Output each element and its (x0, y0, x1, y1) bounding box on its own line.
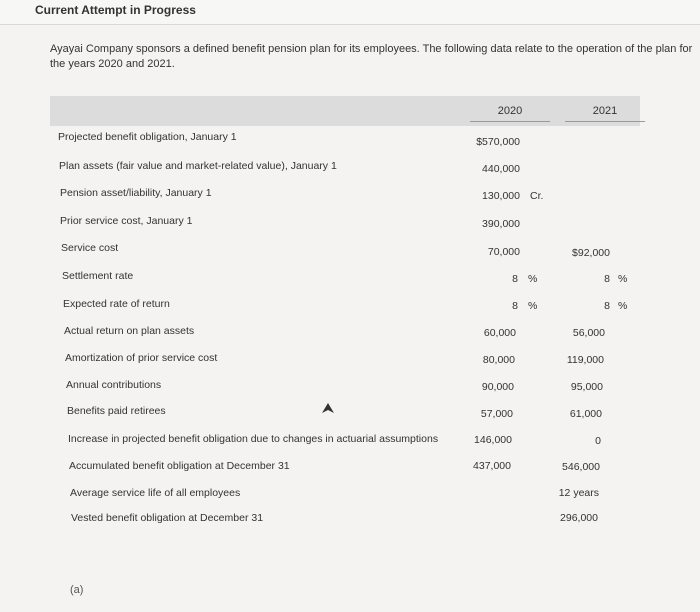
cell-2020: 90,000 (481, 381, 514, 393)
row-label: Settlement rate (62, 270, 134, 282)
cell-2021: 0 (595, 435, 601, 447)
row-label: Prior service cost, January 1 (60, 215, 193, 227)
row-label: Expected rate of return (63, 298, 170, 310)
row-label: Accumulated benefit obligation at December 31 (69, 460, 290, 472)
cell-2020: 70,000 (487, 246, 520, 258)
intro-line-1: Ayayai Company sponsors a defined benefit pension plan for its employees. The following data relate to the operation of the plan for (50, 43, 693, 55)
row-label: Projected benefit obligation, January 1 (58, 131, 237, 143)
mouse-pointer-icon (322, 402, 334, 420)
percent-sign: % (618, 273, 628, 285)
table-header-band (50, 96, 640, 126)
cell-2021: 95,000 (570, 381, 603, 393)
cell-2020: 440,000 (482, 163, 520, 175)
percent-sign: % (528, 300, 538, 312)
row-label: Pension asset/liability, January 1 (60, 187, 212, 199)
cell-2020: 390,000 (482, 218, 520, 230)
cell-2020: 60,000 (483, 327, 516, 339)
cell-2021: 56,000 (572, 327, 605, 339)
cell-2021: 296,000 (560, 512, 598, 524)
cell-2020: 8 (512, 273, 518, 285)
cell-2020: 57,000 (480, 408, 513, 420)
cell-2021: 12 years (558, 487, 599, 499)
cell-2020: 80,000 (482, 354, 515, 366)
cell-2020: 146,000 (474, 434, 512, 446)
row-label: Average service life of all employees (70, 487, 241, 499)
column-header-2021: 2021 (565, 105, 645, 122)
credit-note: Cr. (530, 190, 544, 202)
page-title: Current Attempt in Progress (35, 3, 196, 17)
header-bar (0, 0, 700, 25)
cell-2021: 61,000 (569, 408, 602, 420)
column-header-2020: 2020 (470, 105, 550, 122)
percent-sign: % (528, 273, 538, 285)
cell-2021: 8 (604, 273, 610, 285)
percent-sign: % (618, 300, 628, 312)
row-label: Plan assets (fair value and market-related value), January 1 (59, 160, 337, 172)
cell-2020: 130,000 (482, 190, 520, 202)
part-a-label: (a) (70, 584, 84, 596)
row-label: Amortization of prior service cost (65, 352, 218, 364)
cell-2020: 437,000 (473, 460, 511, 472)
row-label: Benefits paid retirees (67, 405, 166, 417)
row-label: Service cost (61, 242, 119, 254)
cell-2021: 8 (604, 300, 610, 312)
cell-2021: 546,000 (562, 461, 600, 473)
row-label: Vested benefit obligation at December 31 (71, 512, 264, 524)
row-label: Annual contributions (66, 379, 162, 391)
row-label: Increase in projected benefit obligation due to changes in actuarial assumptions (68, 433, 439, 445)
intro-line-2: the years 2020 and 2021. (50, 58, 175, 70)
problem-intro (50, 42, 700, 72)
cell-2020: $570,000 (476, 136, 520, 148)
row-label: Actual return on plan assets (64, 325, 195, 337)
cell-2021: $92,000 (572, 247, 610, 259)
cell-2021: 119,000 (566, 354, 604, 366)
cell-2020: 8 (512, 300, 518, 312)
